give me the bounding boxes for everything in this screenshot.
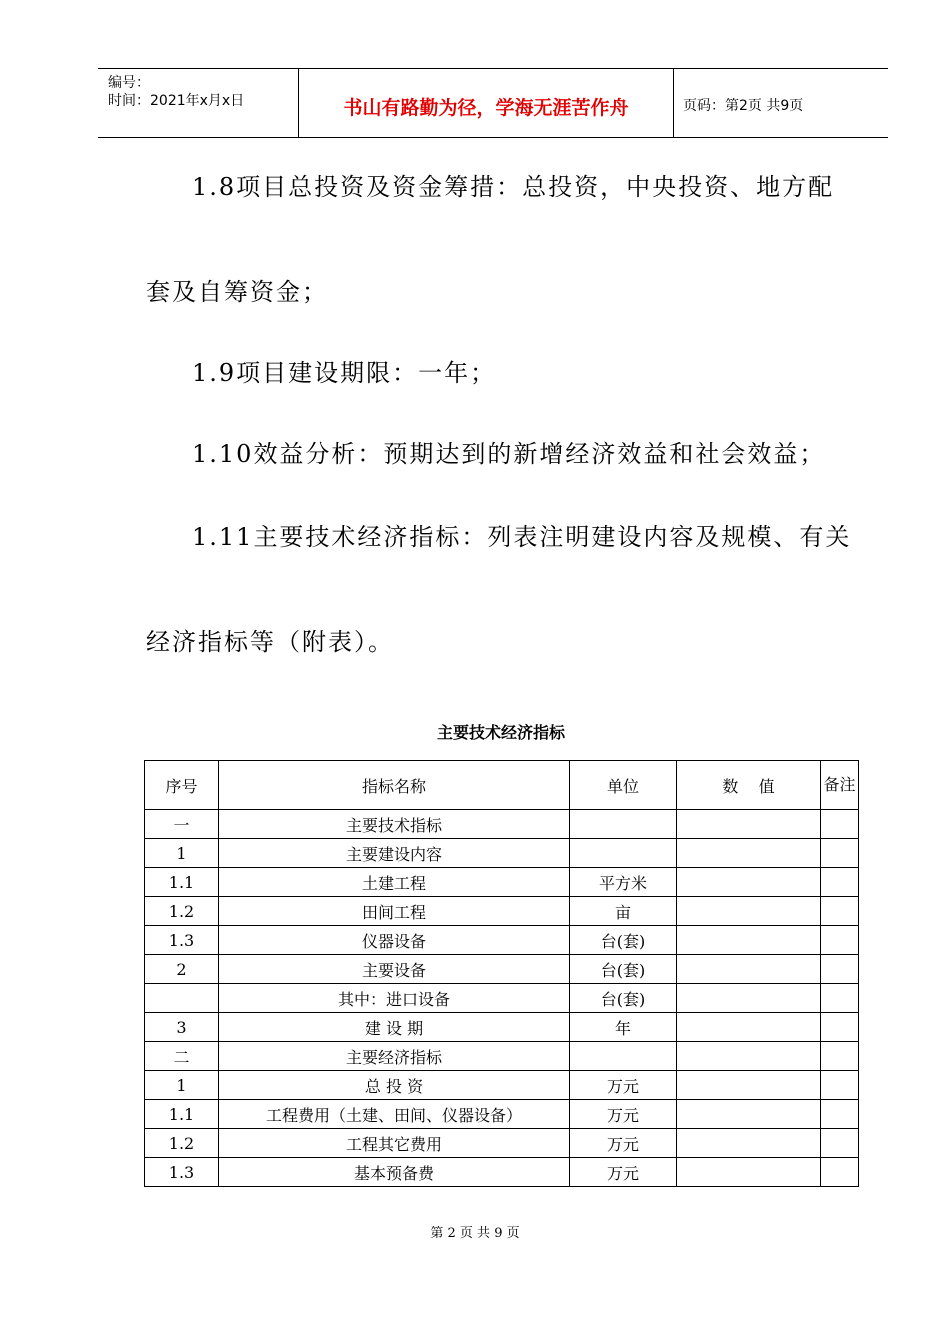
cell-no: 1.3 (145, 926, 219, 955)
cell-value (677, 1071, 821, 1100)
cell-value (677, 868, 821, 897)
header-meta-cell (98, 69, 298, 137)
cell-note (821, 926, 859, 955)
cell-unit: 平方米 (570, 868, 677, 897)
cell-no: 2 (145, 955, 219, 984)
cell-no: 1.3 (145, 1158, 219, 1187)
cell-note (821, 1071, 859, 1100)
cell-value (677, 810, 821, 839)
table-header-row (145, 761, 859, 810)
cell-name: 仪器设备 (219, 926, 570, 955)
cell-note (821, 1158, 859, 1187)
cell-no: 1.2 (145, 897, 219, 926)
cell-no: 1 (145, 1071, 219, 1100)
cell-name: 主要经济指标 (219, 1042, 570, 1071)
cell-note (821, 839, 859, 868)
header-page-info: 页码：第2页 共9页 (683, 98, 804, 114)
paragraph-indicators-line1: 1.11主要技术经济指标：列表注明建设内容及规模、有关 (192, 523, 852, 551)
cell-value (677, 1013, 821, 1042)
cell-unit: 台(套) (570, 955, 677, 984)
table-row (145, 868, 859, 897)
cell-name: 田间工程 (219, 897, 570, 926)
header-unit: 单位 (570, 761, 677, 810)
cell-note (821, 984, 859, 1013)
table-row (145, 1071, 859, 1100)
cell-unit: 万元 (570, 1071, 677, 1100)
table-title: 主要技术经济指标 (436, 723, 565, 742)
table-row (145, 984, 859, 1013)
doc-time-label: 时间：2021年x月x日 (108, 93, 245, 109)
cell-name: 其中：进口设备 (219, 984, 570, 1013)
cell-name: 工程费用（土建、田间、仪器设备） (219, 1100, 570, 1129)
indicators-table (144, 760, 859, 1187)
table-row (145, 926, 859, 955)
cell-name: 工程其它费用 (219, 1129, 570, 1158)
header-motto-cell (298, 69, 674, 137)
cell-value (677, 1158, 821, 1187)
cell-unit (570, 1042, 677, 1071)
header-note: 备注 (821, 761, 859, 810)
paragraph-investment-line2: 套及自筹资金； (146, 278, 328, 306)
table-row (145, 897, 859, 926)
cell-name: 主要技术指标 (219, 810, 570, 839)
cell-unit: 万元 (570, 1100, 677, 1129)
cell-no: 1.2 (145, 1129, 219, 1158)
cell-unit (570, 810, 677, 839)
cell-name: 土建工程 (219, 868, 570, 897)
table-row (145, 1042, 859, 1071)
paragraph-investment-line1: 1.8项目总投资及资金筹措：总投资，中央投资、地方配 (192, 173, 835, 201)
cell-note (821, 1129, 859, 1158)
cell-unit: 亩 (570, 897, 677, 926)
cell-value (677, 984, 821, 1013)
cell-value (677, 955, 821, 984)
cell-value (677, 926, 821, 955)
paragraph-benefit-analysis: 1.10效益分析：预期达到的新增经济效益和社会效益； (192, 440, 826, 468)
cell-note (821, 1013, 859, 1042)
header-name: 指标名称 (219, 761, 570, 810)
cell-value (677, 1100, 821, 1129)
cell-name: 总 投 资 (219, 1071, 570, 1100)
table-row (145, 1129, 859, 1158)
table-row (145, 810, 859, 839)
cell-name: 主要设备 (219, 955, 570, 984)
cell-unit (570, 839, 677, 868)
cell-value (677, 1042, 821, 1071)
header-motto: 书山有路勤为径，学海无涯苦作舟 (343, 97, 629, 119)
cell-unit: 台(套) (570, 984, 677, 1013)
table-row (145, 955, 859, 984)
doc-number-label: 编号： (108, 75, 150, 91)
cell-unit: 万元 (570, 1158, 677, 1187)
cell-note (821, 897, 859, 926)
cell-unit: 万元 (570, 1129, 677, 1158)
cell-note (821, 868, 859, 897)
cell-unit: 年 (570, 1013, 677, 1042)
cell-name: 基本预备费 (219, 1158, 570, 1187)
cell-no: 1 (145, 839, 219, 868)
table-row (145, 839, 859, 868)
cell-name: 建 设 期 (219, 1013, 570, 1042)
cell-value (677, 839, 821, 868)
paragraph-indicators-line2: 经济指标等（附表）。 (146, 628, 394, 656)
header-no: 序号 (145, 761, 219, 810)
table-row (145, 1158, 859, 1187)
cell-name: 主要建设内容 (219, 839, 570, 868)
paragraph-construction-period: 1.9项目建设期限：一年； (192, 359, 497, 387)
page-footer: 第 2 页 共 9 页 (430, 1226, 520, 1241)
cell-note (821, 1100, 859, 1129)
cell-note (821, 810, 859, 839)
cell-no: 1.1 (145, 868, 219, 897)
cell-no (145, 984, 219, 1013)
cell-unit: 台(套) (570, 926, 677, 955)
cell-note (821, 1042, 859, 1071)
header-page-cell (673, 69, 888, 137)
cell-no: 二 (145, 1042, 219, 1071)
cell-no: 3 (145, 1013, 219, 1042)
page-header (98, 68, 888, 138)
cell-value (677, 897, 821, 926)
cell-note (821, 955, 859, 984)
cell-value (677, 1129, 821, 1158)
cell-no: 1.1 (145, 1100, 219, 1129)
cell-no: 一 (145, 810, 219, 839)
header-value: 数 值 (677, 761, 821, 810)
table-row (145, 1100, 859, 1129)
table-row (145, 1013, 859, 1042)
